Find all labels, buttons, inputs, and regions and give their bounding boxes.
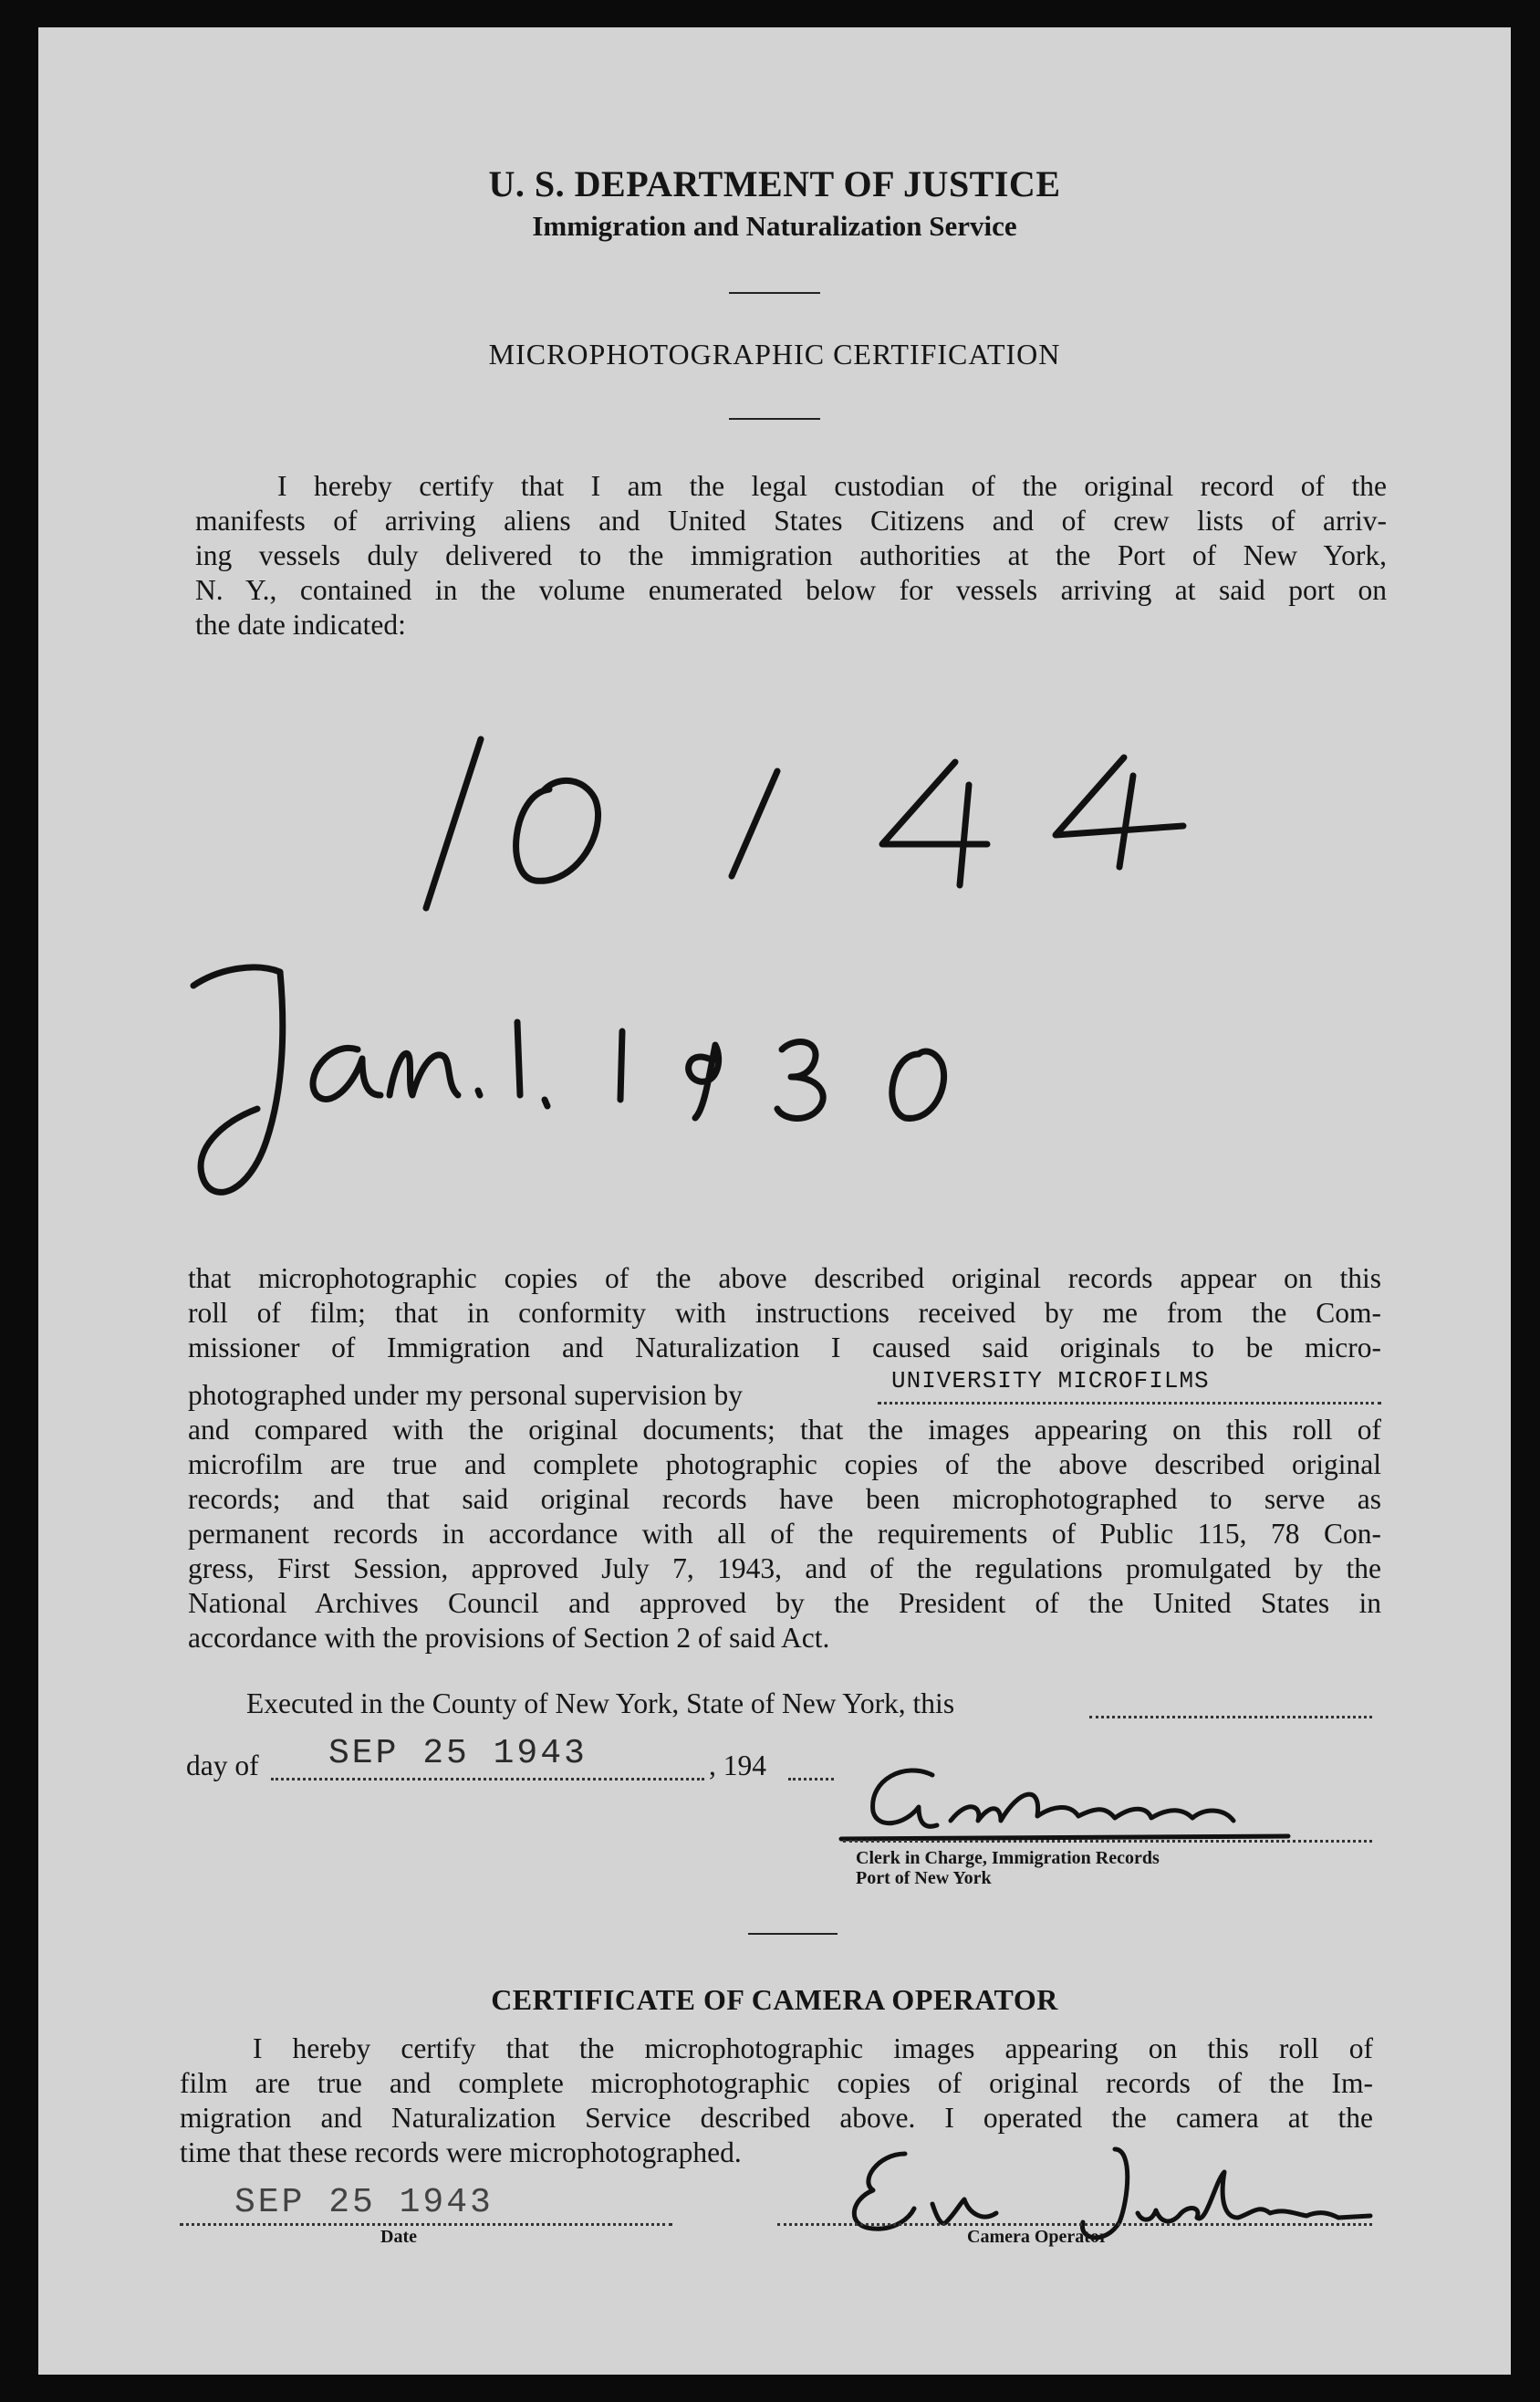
dotted-fill-line [777,2223,1372,2226]
main-paragraph [188,1261,1381,1365]
paragraph-line: film are true and complete microphotographic copies of original records of the Im- [180,2067,1373,2099]
executed-text: Executed in the County of New York, State of New York, this [246,1687,955,1719]
letter-stroke [313,1048,380,1099]
signature-stroke [1138,2172,1370,2221]
paragraph-line: missioner of Immigration and Naturalization I caused said originals to be micro- [188,1332,1381,1363]
paragraph-line: gress, First Session, approved July 7, 1943, and of the regulations promulgated by the [188,1552,1381,1584]
signature-stroke [841,1836,1288,1839]
digit-stroke [882,762,987,885]
clerk-signature [832,1752,1343,1853]
dotted-fill-line [271,1778,704,1781]
divider [729,292,820,294]
digit-stroke [689,1045,719,1118]
handwritten-date [157,949,1115,1223]
service-heading: Immigration and Naturalization Service [532,210,1017,242]
digit-stroke [426,739,481,908]
handwritten-volume-number [376,721,1288,931]
year-suffix: , 194 [709,1749,766,1781]
signature-stroke [951,1794,1233,1821]
signature-stroke [854,2154,914,2229]
digit-stroke [777,1042,823,1119]
paragraph-line: that microphotographic copies of the above described original records appear on this [188,1262,1381,1294]
digit-stroke [732,771,777,876]
department-heading: U. S. DEPARTMENT OF JUSTICE [488,163,1061,204]
camera-operator-label: Camera Operator [967,2227,1108,2247]
paragraph-line: ing vessels duly delivered to the immigration authorities at the Port of New York, [195,539,1387,571]
dotted-fill-line [843,1840,1372,1843]
digit-stroke [516,780,598,881]
paragraph-line: I hereby certify that I am the legal custodian of the original record of the [277,470,1387,502]
clerk-title-line: Port of New York [856,1868,992,1888]
camera-stamped-date: SEP 25 1943 [234,2183,494,2222]
dotted-fill-line [1089,1716,1372,1718]
letter-stroke [390,1053,458,1095]
date-label: Date [380,2227,417,2247]
paragraph-line: migration and Naturalization Service described above. I operated the camera at the [180,2102,1373,2134]
paragraph-line: roll of film; that in conformity with instructions received by me from the Com- [188,1297,1381,1329]
divider [748,1933,838,1935]
paragraph-line: microfilm are true and complete photographic copies of the above described original [188,1448,1381,1480]
digit-stroke [620,1031,622,1100]
dotted-fill-line [788,1778,834,1781]
paragraph-line: records; and that said original records have been microphotographed to serve as [188,1483,1381,1515]
signature-stroke [932,2199,996,2223]
paragraph-line: National Archives Council and approved by the President of the United States in [188,1587,1381,1619]
dotted-fill-line [180,2223,672,2226]
main-paragraph-rest [188,1413,1381,1655]
period-stroke [478,1091,480,1095]
stamped-date: SEP 25 1943 [328,1734,588,1773]
signature-stroke [873,1770,937,1826]
letter-stroke [193,967,283,1192]
certificate-page [38,27,1511,2375]
paragraph-line: accordance with the provisions of Section 2 of said Act. [188,1622,830,1654]
paragraph-line: the date indicated: [195,609,406,641]
day-of-label: day of [186,1749,259,1781]
supervision-line-prefix: photographed under my personal supervision by [188,1379,744,1411]
dotted-fill-line [878,1402,1381,1405]
clerk-title [856,1848,1160,1888]
digit-stroke [517,1022,520,1095]
period-stroke [545,1100,547,1106]
form-title: MICROPHOTOGRAPHIC CERTIFICATION [488,338,1061,371]
paragraph-line: I hereby certify that the microphotographic images appearing on this roll of [253,2032,1373,2064]
divider [729,418,820,420]
paragraph-line: N. Y., contained in the volume enumerated below for vessels arriving at said port on [195,574,1387,606]
typed-operator-name: UNIVERSITY MICROFILMS [891,1367,1210,1394]
paragraph-line: manifests of arriving aliens and United States Citizens and of crew lists of arriv- [195,505,1387,537]
digit-stroke [1056,757,1183,867]
clerk-title-line: Clerk in Charge, Immigration Records [856,1848,1160,1868]
paragraph-line: time that these records were microphotographed. [180,2136,742,2168]
intro-paragraph [195,469,1387,642]
camera-certificate-heading: CERTIFICATE OF CAMERA OPERATOR [491,1983,1058,2016]
paragraph-line: permanent records in accordance with all of the requirements of Public 115, 78 Con- [188,1518,1381,1550]
digit-stroke [892,1051,944,1118]
paragraph-line: and compared with the original documents; that the images appearing on this roll of [188,1414,1381,1446]
